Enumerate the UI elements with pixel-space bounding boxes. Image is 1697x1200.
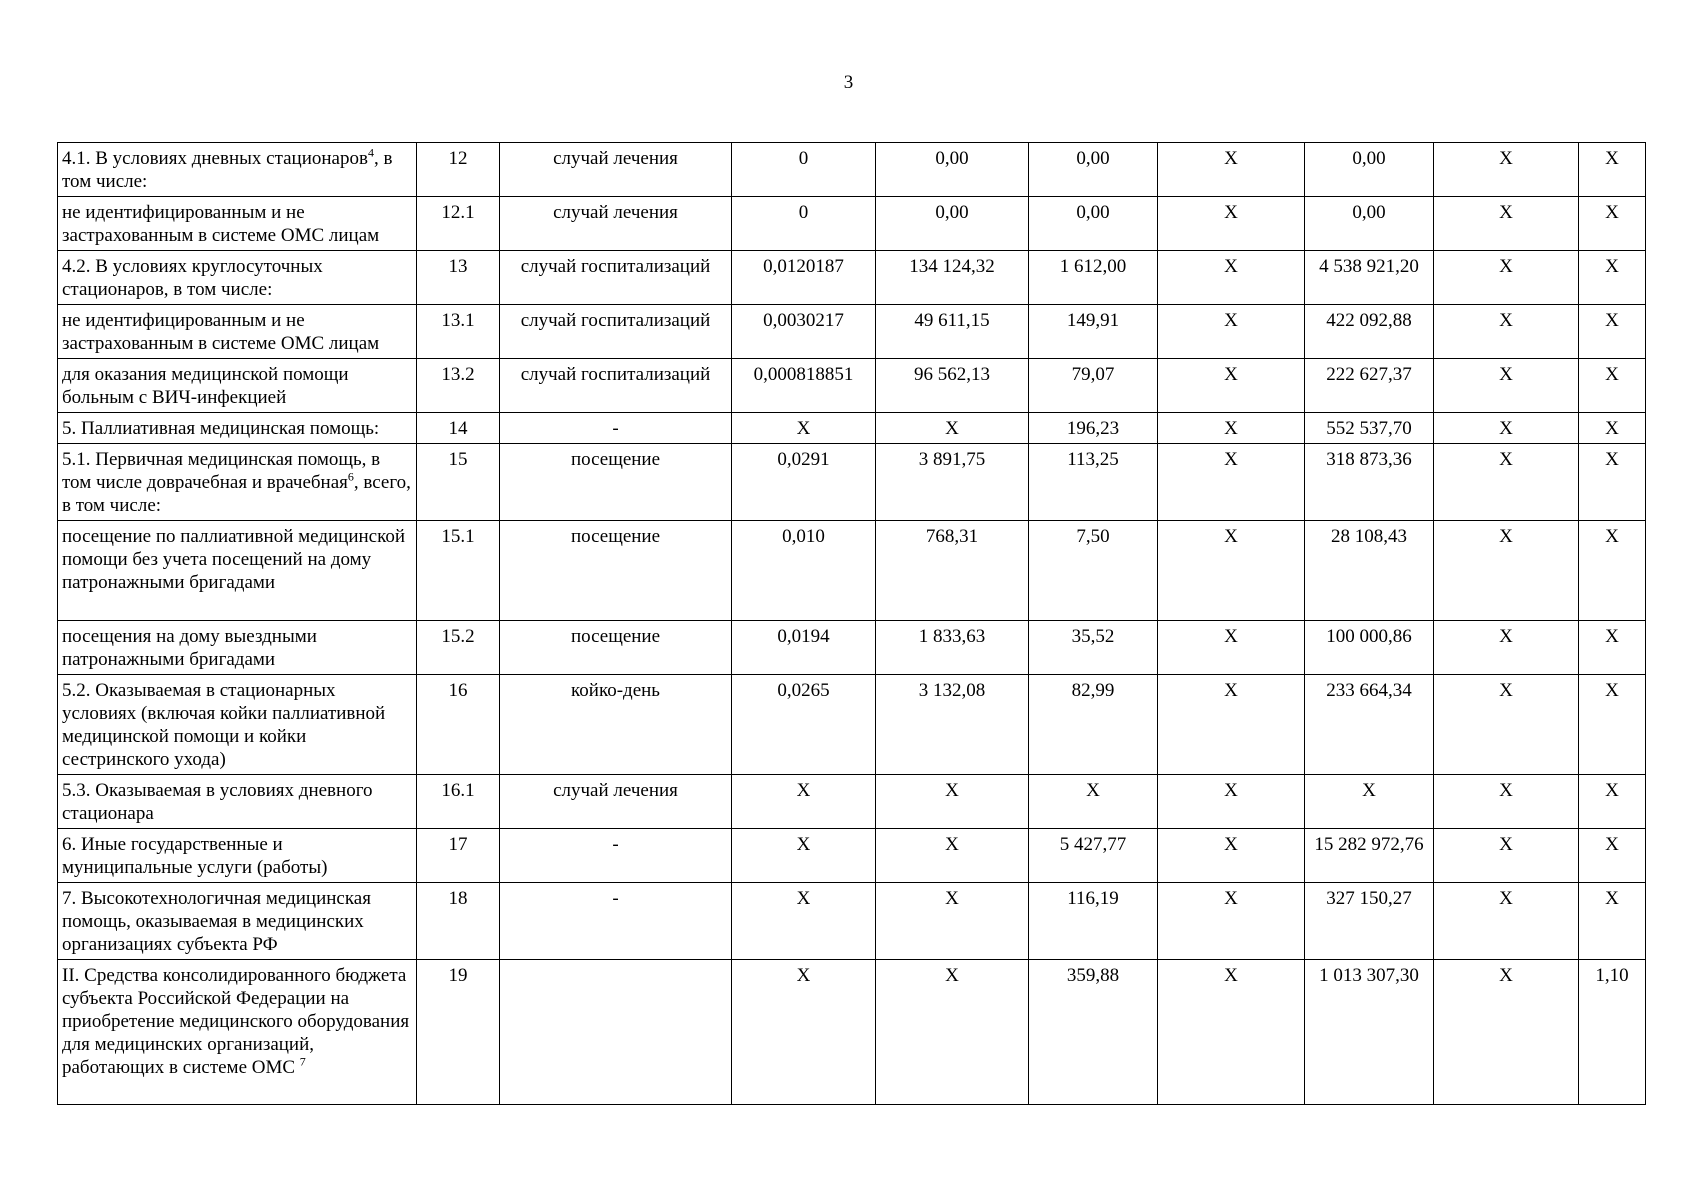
row-col-1: 0,0030217 — [732, 305, 876, 359]
row-name: 5. Паллиативная медицинская помощь: — [62, 418, 380, 439]
row-col-4: X — [1158, 829, 1305, 883]
row-col-2: 0,00 — [876, 143, 1029, 197]
row-col-5: 28 108,43 — [1305, 521, 1434, 621]
row-col-4: X — [1158, 775, 1305, 829]
row-name-cell — [58, 305, 417, 359]
row-name-cell — [58, 621, 417, 675]
row-col-4: X — [1158, 359, 1305, 413]
row-unit — [500, 960, 732, 1105]
row-code: 12.1 — [417, 197, 500, 251]
row-col-5: 327 150,27 — [1305, 883, 1434, 960]
row-name: для оказания медицинской помощи больным с ВИЧ-инфекцией — [62, 364, 349, 408]
row-col-5: 4 538 921,20 — [1305, 251, 1434, 305]
row-col-7: X — [1579, 413, 1646, 444]
row-code: 16 — [417, 675, 500, 775]
row-name: посещение по паллиативной медицинской помощи без учета посещений на дому патронажными бригадами — [62, 526, 406, 593]
row-name-suffix: , в том числе: — [62, 148, 393, 192]
row-col-2: X — [876, 413, 1029, 444]
footnote-marker: 7 — [299, 1054, 306, 1069]
row-code: 13.1 — [417, 305, 500, 359]
row-col-5: 1 013 307,30 — [1305, 960, 1434, 1105]
row-col-7: X — [1579, 675, 1646, 775]
row-col-1: 0,010 — [732, 521, 876, 621]
row-col-3: 359,88 — [1029, 960, 1158, 1105]
row-col-4: X — [1158, 413, 1305, 444]
footnote-marker: 4 — [367, 145, 374, 160]
row-col-3: X — [1029, 775, 1158, 829]
row-col-2: 134 124,32 — [876, 251, 1029, 305]
row-col-1: 0,000818851 — [732, 359, 876, 413]
page-number: 3 — [843, 72, 854, 93]
table-row — [58, 675, 1646, 775]
row-name: не идентифицированным и не застрахованным в системе ОМС лицам — [62, 202, 380, 246]
row-name-cell — [58, 675, 417, 775]
row-col-2: 96 562,13 — [876, 359, 1029, 413]
row-col-4: X — [1158, 675, 1305, 775]
row-col-6: X — [1434, 251, 1579, 305]
row-name: 5.1. Первичная медицинская помощь, в том числе доврачебная и врачебная — [62, 449, 381, 493]
row-col-5: 0,00 — [1305, 143, 1434, 197]
row-col-3: 7,50 — [1029, 521, 1158, 621]
row-col-7: X — [1579, 143, 1646, 197]
row-col-7: X — [1579, 621, 1646, 675]
row-col-6: X — [1434, 883, 1579, 960]
row-col-3: 0,00 — [1029, 143, 1158, 197]
table-row — [58, 775, 1646, 829]
row-unit: койко-день — [500, 675, 732, 775]
table-row — [58, 143, 1646, 197]
row-name-cell — [58, 883, 417, 960]
row-col-2: 0,00 — [876, 197, 1029, 251]
footnote-marker: 6 — [347, 469, 354, 484]
row-name: 5.2. Оказываемая в стационарных условиях (включая койки паллиативной медицинской помощи и койки сестринского ухода) — [62, 680, 386, 770]
table-row — [58, 621, 1646, 675]
row-name: посещения на дому выездными патронажными бригадами — [62, 626, 317, 670]
row-col-3: 196,23 — [1029, 413, 1158, 444]
row-code: 12 — [417, 143, 500, 197]
row-col-7: 1,10 — [1579, 960, 1646, 1105]
row-col-7: X — [1579, 305, 1646, 359]
table-row — [58, 521, 1646, 621]
row-col-4: X — [1158, 305, 1305, 359]
row-code: 13.2 — [417, 359, 500, 413]
row-col-4: X — [1158, 621, 1305, 675]
row-unit: случай лечения — [500, 143, 732, 197]
row-col-5: 318 873,36 — [1305, 444, 1434, 521]
row-col-6: X — [1434, 444, 1579, 521]
row-col-6: X — [1434, 305, 1579, 359]
row-col-7: X — [1579, 444, 1646, 521]
row-col-7: X — [1579, 359, 1646, 413]
table-row — [58, 960, 1646, 1105]
row-col-7: X — [1579, 775, 1646, 829]
row-col-7: X — [1579, 829, 1646, 883]
row-col-1: 0 — [732, 143, 876, 197]
row-unit: - — [500, 829, 732, 883]
row-col-1: 0,0291 — [732, 444, 876, 521]
row-col-1: X — [732, 883, 876, 960]
row-col-6: X — [1434, 521, 1579, 621]
row-col-6: X — [1434, 829, 1579, 883]
row-col-3: 1 612,00 — [1029, 251, 1158, 305]
table-row — [58, 444, 1646, 521]
row-col-2: X — [876, 883, 1029, 960]
row-col-5: 233 664,34 — [1305, 675, 1434, 775]
row-col-5: 0,00 — [1305, 197, 1434, 251]
row-name-cell — [58, 775, 417, 829]
row-col-3: 116,19 — [1029, 883, 1158, 960]
row-unit: - — [500, 883, 732, 960]
row-code: 18 — [417, 883, 500, 960]
row-col-6: X — [1434, 197, 1579, 251]
row-col-2: 3 132,08 — [876, 675, 1029, 775]
row-name-cell — [58, 143, 417, 197]
row-col-2: 1 833,63 — [876, 621, 1029, 675]
row-code: 15.1 — [417, 521, 500, 621]
row-col-6: X — [1434, 621, 1579, 675]
row-col-5: 15 282 972,76 — [1305, 829, 1434, 883]
row-code: 17 — [417, 829, 500, 883]
row-code: 15.2 — [417, 621, 500, 675]
row-col-5: X — [1305, 775, 1434, 829]
row-col-6: X — [1434, 775, 1579, 829]
row-col-1: 0,0194 — [732, 621, 876, 675]
row-name-cell — [58, 444, 417, 521]
row-col-4: X — [1158, 444, 1305, 521]
row-name-cell — [58, 359, 417, 413]
row-col-5: 422 092,88 — [1305, 305, 1434, 359]
row-col-1: X — [732, 775, 876, 829]
row-col-4: X — [1158, 197, 1305, 251]
row-name: 5.3. Оказываемая в условиях дневного стационара — [62, 780, 373, 824]
table-row — [58, 251, 1646, 305]
table-row — [58, 359, 1646, 413]
row-col-6: X — [1434, 675, 1579, 775]
row-col-3: 113,25 — [1029, 444, 1158, 521]
row-name-cell — [58, 197, 417, 251]
row-name: 4.2. В условиях круглосуточных стационаров, в том числе: — [62, 256, 323, 300]
row-name: II. Средства консолидированного бюджета субъекта Российской Федерации на приобретение медицинского оборудования для медицинских организаций, работающих в системе ОМС — [62, 965, 410, 1078]
row-unit: случай госпитализаций — [500, 305, 732, 359]
row-name: не идентифицированным и не застрахованным в системе ОМС лицам — [62, 310, 380, 354]
row-code: 15 — [417, 444, 500, 521]
row-col-4: X — [1158, 251, 1305, 305]
row-col-6: X — [1434, 960, 1579, 1105]
row-col-1: X — [732, 413, 876, 444]
row-name: 7. Высокотехнологичная медицинская помощь, оказываемая в медицинских организациях субъекта РФ — [62, 888, 371, 955]
row-code: 13 — [417, 251, 500, 305]
row-col-5: 100 000,86 — [1305, 621, 1434, 675]
row-col-3: 82,99 — [1029, 675, 1158, 775]
row-unit: случай госпитализаций — [500, 359, 732, 413]
row-col-2: X — [876, 829, 1029, 883]
table-row — [58, 829, 1646, 883]
row-name-cell — [58, 521, 417, 621]
row-col-3: 149,91 — [1029, 305, 1158, 359]
row-name-cell — [58, 829, 417, 883]
row-col-3: 79,07 — [1029, 359, 1158, 413]
row-col-7: X — [1579, 197, 1646, 251]
row-unit: посещение — [500, 621, 732, 675]
row-name-suffix: , всего, в том числе: — [62, 472, 411, 516]
row-col-1: 0 — [732, 197, 876, 251]
row-unit: случай госпитализаций — [500, 251, 732, 305]
row-name-cell — [58, 251, 417, 305]
row-code: 19 — [417, 960, 500, 1105]
row-name-cell — [58, 413, 417, 444]
row-unit: - — [500, 413, 732, 444]
row-col-1: X — [732, 960, 876, 1105]
row-col-2: 3 891,75 — [876, 444, 1029, 521]
row-col-1: 0,0120187 — [732, 251, 876, 305]
row-col-2: X — [876, 960, 1029, 1105]
row-col-6: X — [1434, 359, 1579, 413]
row-col-1: 0,0265 — [732, 675, 876, 775]
row-unit: посещение — [500, 444, 732, 521]
row-col-6: X — [1434, 143, 1579, 197]
row-col-2: X — [876, 775, 1029, 829]
row-unit: случай лечения — [500, 775, 732, 829]
row-col-4: X — [1158, 960, 1305, 1105]
row-col-5: 552 537,70 — [1305, 413, 1434, 444]
row-col-7: X — [1579, 883, 1646, 960]
table-row — [58, 413, 1646, 444]
row-col-3: 35,52 — [1029, 621, 1158, 675]
row-col-7: X — [1579, 251, 1646, 305]
row-col-4: X — [1158, 521, 1305, 621]
row-name: 4.1. В условиях дневных стационаров — [62, 148, 368, 169]
row-col-7: X — [1579, 521, 1646, 621]
table-row — [58, 305, 1646, 359]
row-col-6: X — [1434, 413, 1579, 444]
row-col-4: X — [1158, 143, 1305, 197]
table-row — [58, 197, 1646, 251]
row-col-4: X — [1158, 883, 1305, 960]
row-name-cell — [58, 960, 417, 1105]
row-col-2: 49 611,15 — [876, 305, 1029, 359]
row-col-3: 5 427,77 — [1029, 829, 1158, 883]
row-col-3: 0,00 — [1029, 197, 1158, 251]
row-col-5: 222 627,37 — [1305, 359, 1434, 413]
row-code: 16.1 — [417, 775, 500, 829]
row-unit: посещение — [500, 521, 732, 621]
row-col-1: X — [732, 829, 876, 883]
data-table — [57, 142, 1646, 1105]
table-row — [58, 883, 1646, 960]
row-unit: случай лечения — [500, 197, 732, 251]
row-code: 14 — [417, 413, 500, 444]
row-name: 6. Иные государственные и муниципальные услуги (работы) — [62, 834, 328, 878]
row-col-2: 768,31 — [876, 521, 1029, 621]
